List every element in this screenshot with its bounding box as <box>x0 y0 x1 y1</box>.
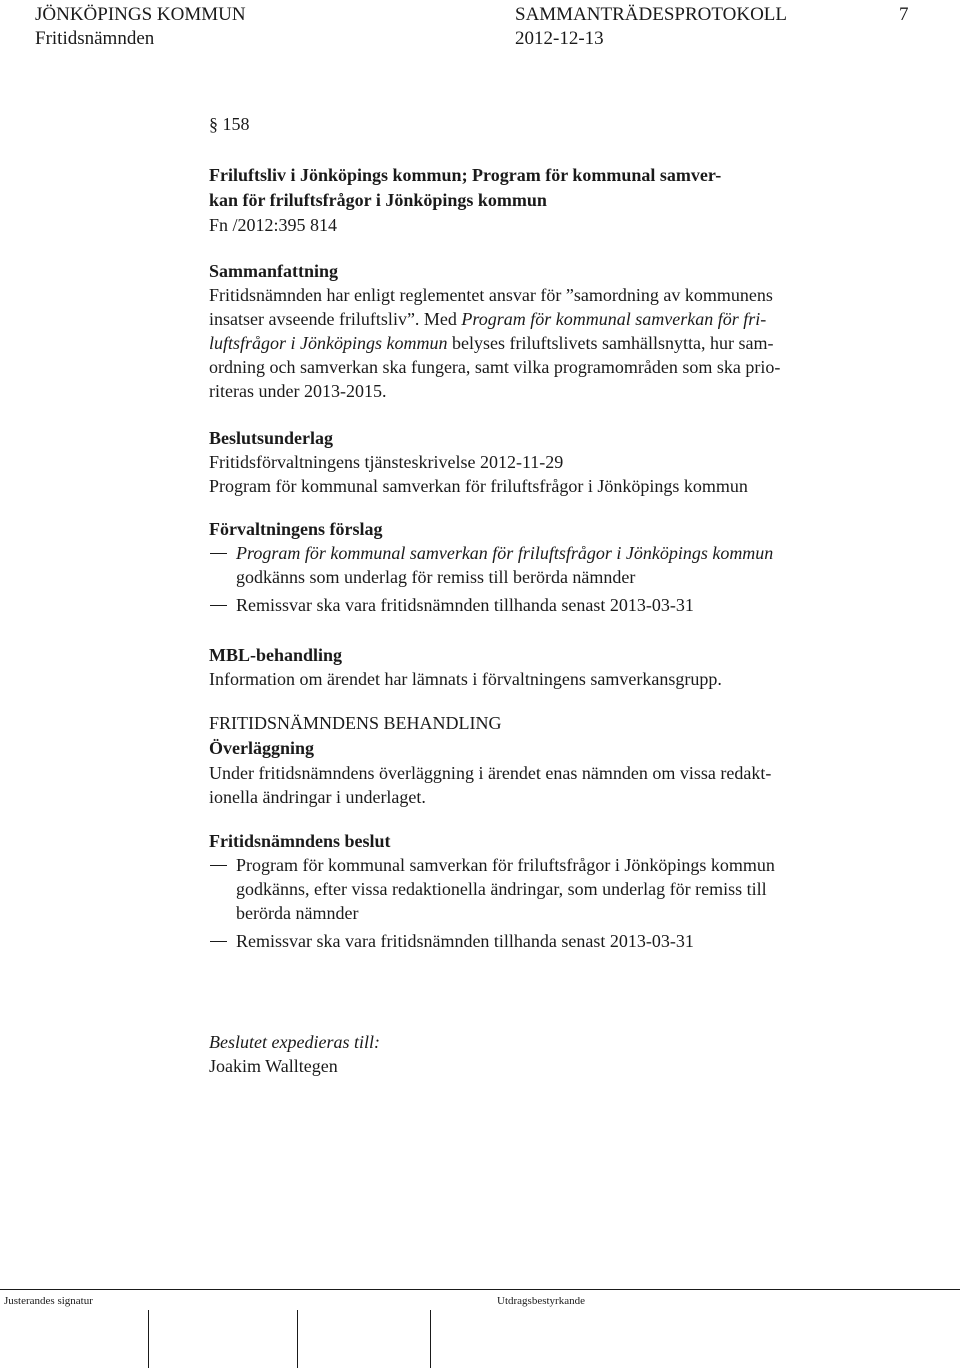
beslutsunderlag-item: Program för kommunal samverkan för friluftsfrågor i Jönköpings kommun <box>209 476 748 496</box>
beslutsunderlag-item: Fritidsförvaltningens tjänsteskrivelse 2012-11-29 <box>209 452 564 472</box>
header-page-number: 7 <box>899 4 909 25</box>
mbl-heading: MBL-behandling <box>209 645 343 665</box>
footer-right-label: Utdragsbestyrkande <box>497 1295 585 1307</box>
bullet-dash <box>210 865 227 866</box>
signature-box-divider <box>297 1310 298 1368</box>
mbl-text: Information om ärendet har lämnats i förvaltningens samverkansgrupp. <box>209 669 722 689</box>
signature-box-divider <box>148 1310 149 1368</box>
beslut-item1-line1: Program för kommunal samverkan för friluftsfrågor i Jönköpings kommun <box>236 855 775 875</box>
forslag-item1-line2: godkänns som underlag för remiss till berörda nämnder <box>236 567 636 587</box>
sammanfattning-line5: riteras under 2013-2015. <box>209 381 387 401</box>
expedieras-recipient: Joakim Walltegen <box>209 1056 338 1076</box>
behandling-heading: FRITIDSNÄMNDENS BEHANDLING <box>209 713 502 733</box>
beslutsunderlag-heading: Beslutsunderlag <box>209 428 334 448</box>
header-committee: Fritidsnämnden <box>35 28 155 49</box>
overlaggning-line1: Under fritidsnämndens överläggning i ärendet enas nämnden om vissa redakt- <box>209 763 772 783</box>
bullet-dash <box>210 553 227 554</box>
footer-divider <box>0 1289 960 1290</box>
paragraph-title-line1: Friluftsliv i Jönköpings kommun; Program för kommunal samver- <box>209 165 722 185</box>
paragraph-title-line2: kan för friluftsfrågor i Jönköpings kommun <box>209 190 547 210</box>
overlaggning-line2: ionella ändringar i underlaget. <box>209 787 426 807</box>
forslag-item1-line1: Program för kommunal samverkan för friluftsfrågor i Jönköpings kommun <box>236 543 774 563</box>
sammanfattning-line4: ordning och samverkan ska fungera, samt vilka programområden som ska prio- <box>209 357 781 377</box>
beslut-item1-line3: berörda nämnder <box>236 903 359 923</box>
bullet-dash <box>210 941 227 942</box>
header-org: JÖNKÖPINGS KOMMUN <box>35 4 246 25</box>
beslut-item1-line2: godkänns, efter vissa redaktionella ändringar, som underlag för remiss till <box>236 879 767 899</box>
forslag-heading: Förvaltningens förslag <box>209 519 383 539</box>
paragraph-reference: Fn /2012:395 814 <box>209 215 338 235</box>
beslut-item2: Remissvar ska vara fritidsnämnden tillhanda senast 2013-03-31 <box>236 931 694 951</box>
footer-left-label: Justerandes signatur <box>4 1295 93 1307</box>
sammanfattning-line2 <box>209 307 766 331</box>
sammanfattning-heading: Sammanfattning <box>209 261 339 281</box>
program-title-italic-cont: luftsfrågor i Jönköpings kommun <box>209 333 448 353</box>
beslut-heading: Fritidsnämndens beslut <box>209 831 391 851</box>
signature-box-divider <box>430 1310 431 1368</box>
forslag-item2: Remissvar ska vara fritidsnämnden tillhanda senast 2013-03-31 <box>236 595 694 615</box>
sammanfattning-line3 <box>209 331 773 355</box>
expedieras-label: Beslutet expedieras till: <box>209 1032 380 1052</box>
header-doc-type: SAMMANTRÄDESPROTOKOLL <box>515 4 788 25</box>
program-title-italic: Program för kommunal samverkan för fri- <box>461 309 767 329</box>
bullet-dash <box>210 605 227 606</box>
sammanfattning-line1: Fritidsnämnden har enligt reglementet ansvar för ”samordning av kommunens <box>209 285 773 305</box>
header-date: 2012-12-13 <box>515 28 604 49</box>
paragraph-number: § 158 <box>209 114 250 134</box>
overlaggning-heading: Överläggning <box>209 738 315 758</box>
sammanfattning-line3-regular: belyses friluftslivets samhällsnytta, hur sam- <box>447 333 774 353</box>
sammanfattning-line2-regular: insatser avseende friluftsliv”. Med <box>209 309 462 329</box>
